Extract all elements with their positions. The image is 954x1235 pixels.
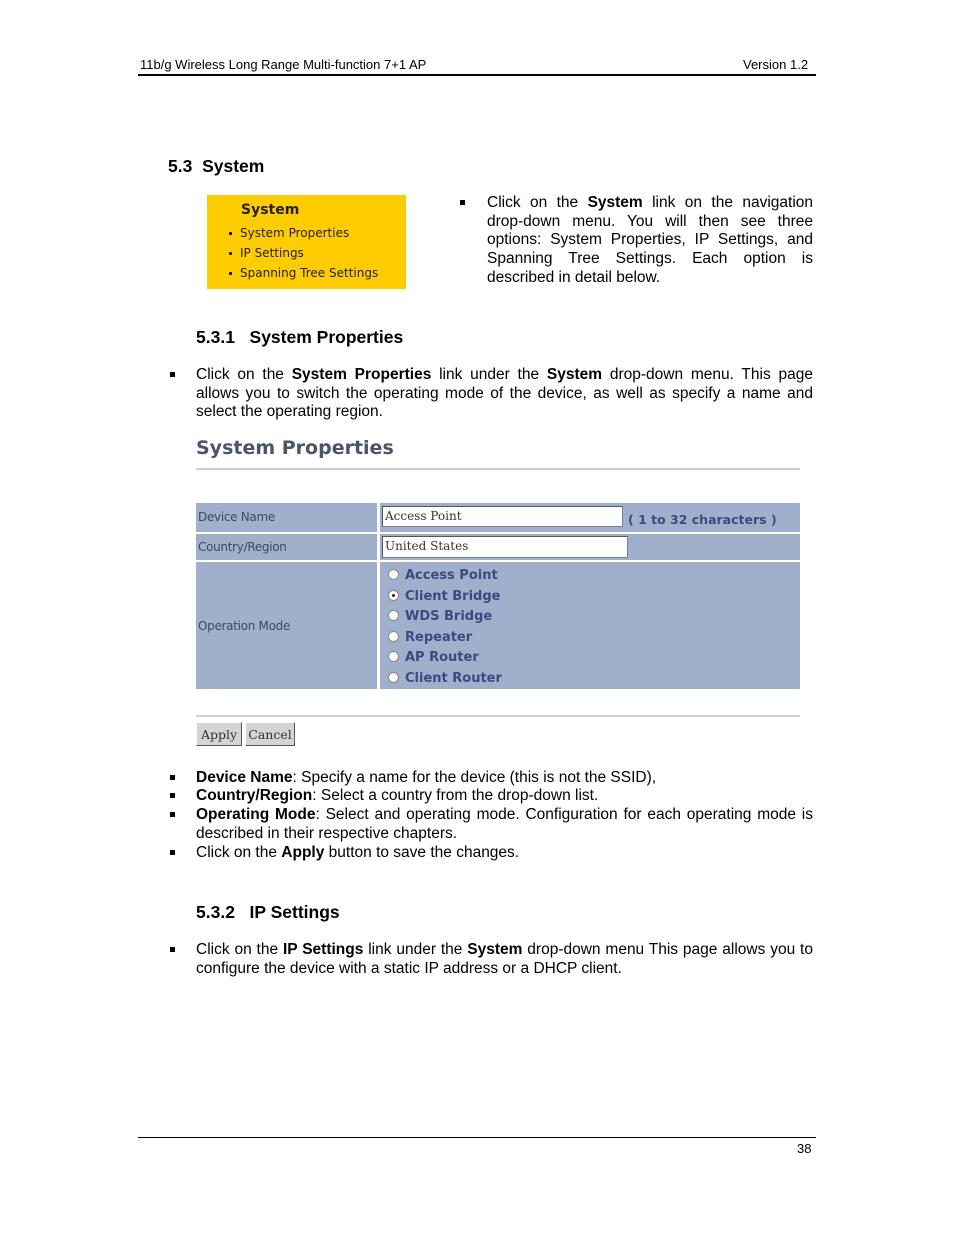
section-number: 5.3 — [168, 156, 193, 176]
bullet-icon — [170, 850, 175, 855]
bullet-icon — [170, 372, 175, 377]
radio-icon — [388, 610, 399, 621]
form-divider-bottom — [196, 715, 800, 717]
radio-selected-icon — [388, 590, 399, 601]
bullet-icon — [170, 793, 175, 798]
radio-ap-router[interactable]: AP Router — [388, 650, 479, 665]
radio-access-point[interactable]: Access Point — [388, 568, 498, 583]
radio-icon — [388, 631, 399, 642]
radio-icon — [388, 672, 399, 683]
radio-client-bridge[interactable]: Client Bridge — [388, 589, 500, 604]
radio-icon — [388, 651, 399, 662]
bullet-icon — [170, 812, 175, 817]
footer-rule — [138, 1137, 816, 1138]
country-select[interactable]: United States — [382, 536, 628, 558]
mode-label: Operation Mode — [198, 619, 291, 633]
form-divider-top — [196, 468, 800, 470]
note-apply: Click on the Apply button to save the changes. — [196, 844, 520, 861]
form-title: System Properties — [196, 437, 394, 459]
country-label: Country/Region — [198, 540, 287, 554]
subsection-heading-ip-settings: 5.3.2 IP Settings — [196, 902, 340, 922]
intro-paragraph: Click on the System link on the navigation drop-down menu. You will then see three options: System Properties, IP Settings, and Spanning Tree Settings. Each option is described in detail below. — [487, 194, 814, 286]
menu-item-spanning-tree[interactable]: Spanning Tree Settings — [229, 266, 378, 280]
subsection-heading-system-properties: 5.3.1 System Properties — [196, 327, 404, 347]
radio-wds-bridge[interactable]: WDS Bridge — [388, 609, 492, 624]
radio-repeater[interactable]: Repeater — [388, 630, 472, 645]
device-name-hint: ( 1 to 32 characters ) — [628, 512, 777, 527]
bullet-icon — [229, 252, 232, 255]
bullet-icon — [460, 200, 465, 205]
menu-item-system-properties[interactable]: System Properties — [229, 226, 349, 240]
device-name-label: Device Name — [198, 510, 275, 524]
menu-title[interactable]: System — [241, 202, 300, 218]
section-heading — [168, 156, 264, 177]
header-title: 11b/g Wireless Long Range Multi-function 7+1 AP — [140, 57, 427, 72]
page-number: 38 — [797, 1141, 812, 1156]
apply-button[interactable]: Apply — [196, 722, 242, 746]
note-operating-mode: Operating Mode: Select and operating mode. Configuration for each operating mode is described in their respective chapters. — [196, 806, 813, 842]
bullet-icon — [170, 947, 175, 952]
bullet-icon — [170, 775, 175, 780]
system-properties-paragraph: Click on the System Properties link under the System drop-down menu. This page allows you to switch the operating mode of the device, as well as specify a name and select the operating region. — [196, 366, 813, 421]
header-version: Version 1.2 — [743, 57, 809, 72]
note-country-region: Country/Region: Select a country from the drop-down list. — [196, 787, 599, 804]
menu-item-ip-settings[interactable]: IP Settings — [229, 246, 304, 260]
radio-icon — [388, 569, 399, 580]
device-name-input[interactable]: Access Point — [382, 506, 623, 527]
ip-settings-paragraph: Click on the IP Settings link under the System drop-down menu This page allows you to configure the device with a static IP address or a DHCP client. — [196, 941, 813, 977]
bullet-icon — [229, 272, 232, 275]
bullet-icon — [229, 232, 232, 235]
radio-client-router[interactable]: Client Router — [388, 671, 502, 686]
header-rule — [138, 74, 816, 76]
note-device-name: Device Name: Specify a name for the device (this is not the SSID), — [196, 769, 657, 786]
section-title: System — [202, 156, 265, 176]
system-nav-menu — [207, 195, 406, 289]
cancel-button[interactable]: Cancel — [245, 722, 295, 746]
